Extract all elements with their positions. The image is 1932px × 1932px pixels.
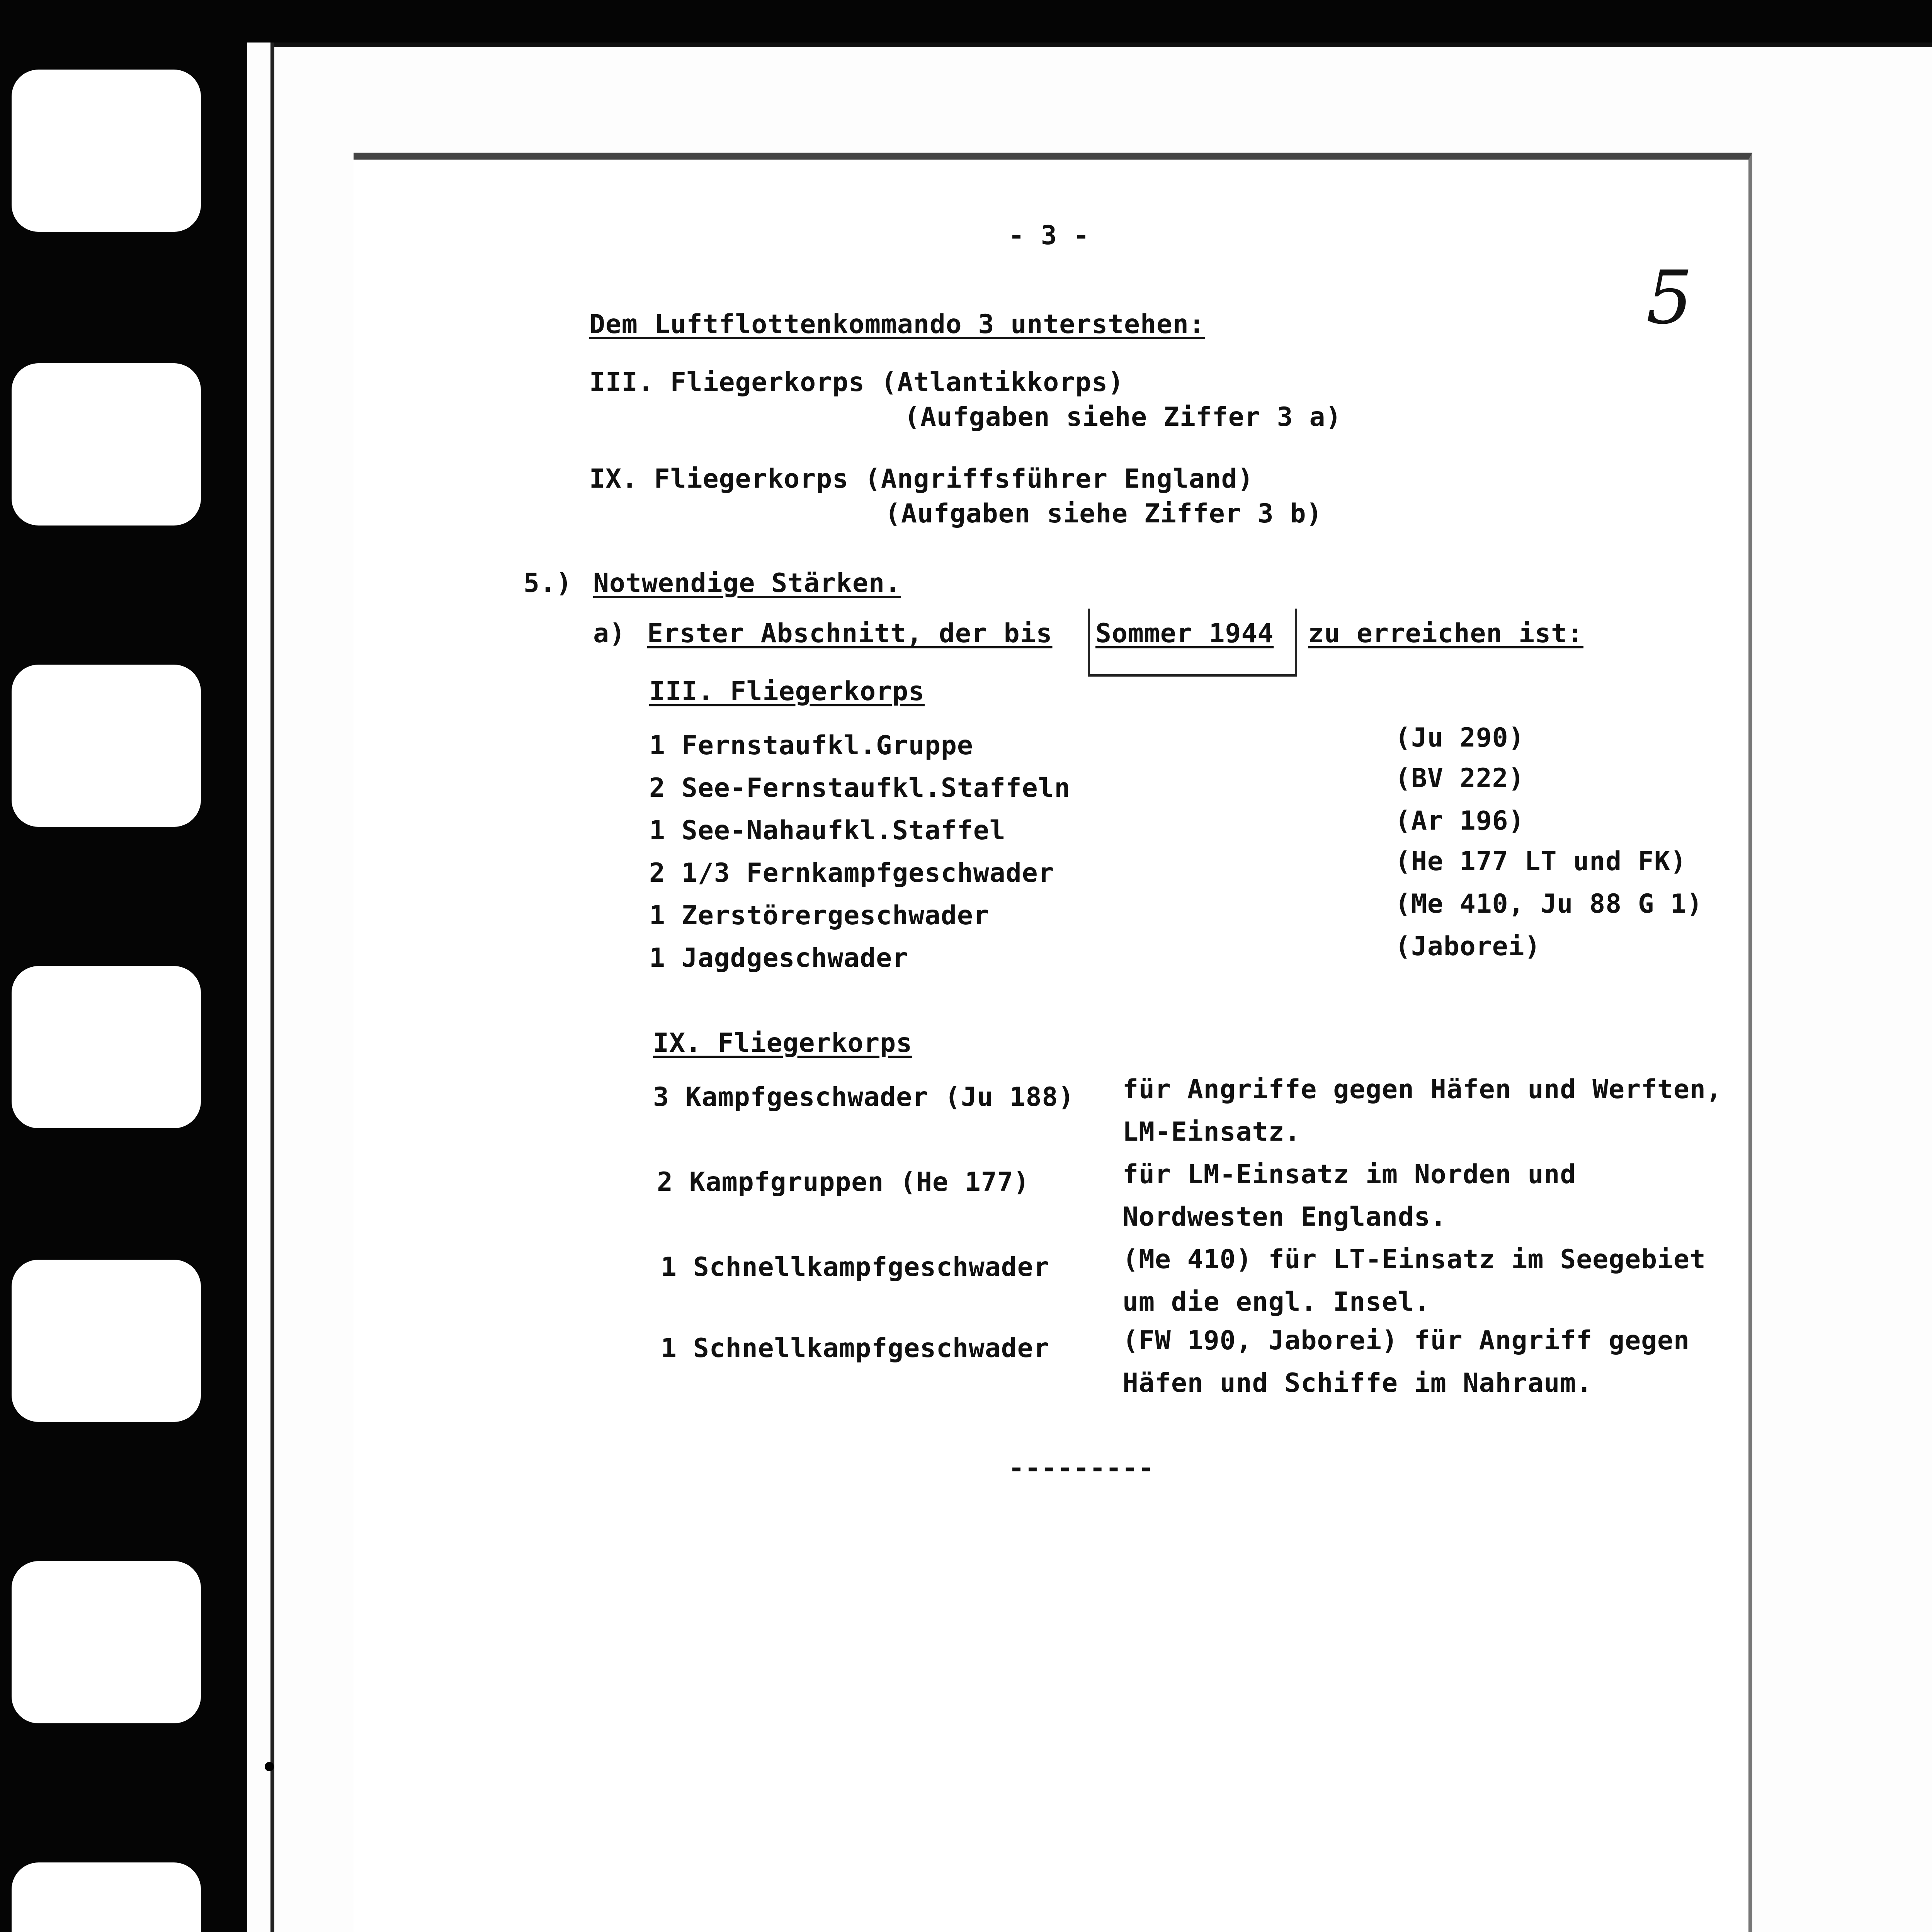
unit-task: für Angriffe gegen Häfen und Werften, [1122,1074,1722,1105]
unit-row: 1 Schnellkampfgeschwader [661,1333,1050,1364]
handwritten-page-number: 5 [1646,255,1693,340]
sprocket-hole [12,966,201,1128]
unit-task: Häfen und Schiffe im Nahraum. [1122,1368,1593,1398]
sprocket-hole [12,1561,201,1723]
unit-task: für LM-Einsatz im Norden und [1122,1159,1577,1190]
unit-aircraft: (He 177 LT und FK) [1395,846,1687,877]
subsection-text-end: zu erreichen ist: [1308,618,1583,649]
section-number: 5.) [524,568,572,599]
unit-task: Nordwesten Englands. [1122,1202,1447,1232]
command-heading: Dem Luftflottenkommando 3 unterstehen: [589,309,1205,340]
corps-note: (Aufgaben siehe Ziffer 3 b) [885,498,1323,529]
subsection-text-start: Erster Abschnitt, der bis [647,618,1053,649]
unit-row: 1 Schnellkampfgeschwader [661,1252,1050,1282]
sprocket-hole [12,665,201,827]
unit-row: 1 Fernstaufkl.Gruppe [649,730,973,761]
unit-task: LM-Einsatz. [1122,1117,1301,1147]
frame-border-top [270,43,1932,47]
sprocket-hole [12,1260,201,1422]
corps-name: IX. Fliegerkorps (Angriffsführer England) [589,464,1254,494]
unit-row: 1 Zerstörergeschwader [649,900,990,931]
speck [265,1762,274,1771]
sprocket-hole [12,363,201,526]
page-number: - 3 - [1009,220,1090,251]
unit-aircraft: (Me 410, Ju 88 G 1) [1395,889,1703,919]
section-title: Notwendige Stärken. [593,568,901,599]
corps-name: III. Fliegerkorps (Atlantikkorps) [589,367,1124,398]
unit-row: 1 See-Nahaufkl.Staffel [649,815,1006,846]
unit-row: 2 1/3 Fernkampfgeschwader [649,858,1054,888]
unit-task: um die engl. Insel. [1122,1287,1430,1317]
frame-border-left [270,43,274,1932]
corps-note: (Aufgaben siehe Ziffer 3 a) [904,402,1342,432]
sprocket-hole [12,70,201,232]
subsection-label: a) [593,618,626,649]
unit-row: 3 Kampfgeschwader (Ju 188) [653,1082,1075,1112]
unit-task: (FW 190, Jaborei) für Angriff gegen [1122,1325,1690,1356]
subsection-date: Sommer 1944 [1095,618,1274,649]
unit-aircraft: (Ju 290) [1395,723,1525,753]
unit-row: 2 Kampfgruppen (He 177) [657,1167,1030,1197]
separator-line: --------- [1009,1453,1155,1483]
group-title-ix: IX. Fliegerkorps [653,1028,913,1058]
unit-aircraft: (Jaborei) [1395,931,1541,962]
unit-row: 1 Jagdgeschwader [649,943,909,973]
unit-aircraft: (BV 222) [1395,763,1525,794]
group-title-iii: III. Fliegerkorps [649,676,925,707]
unit-row: 2 See-Fernstaufkl.Staffeln [649,773,1071,803]
sprocket-hole [12,1862,201,1932]
unit-task: (Me 410) für LT-Einsatz im Seegebiet [1122,1244,1706,1275]
unit-aircraft: (Ar 196) [1395,806,1525,836]
